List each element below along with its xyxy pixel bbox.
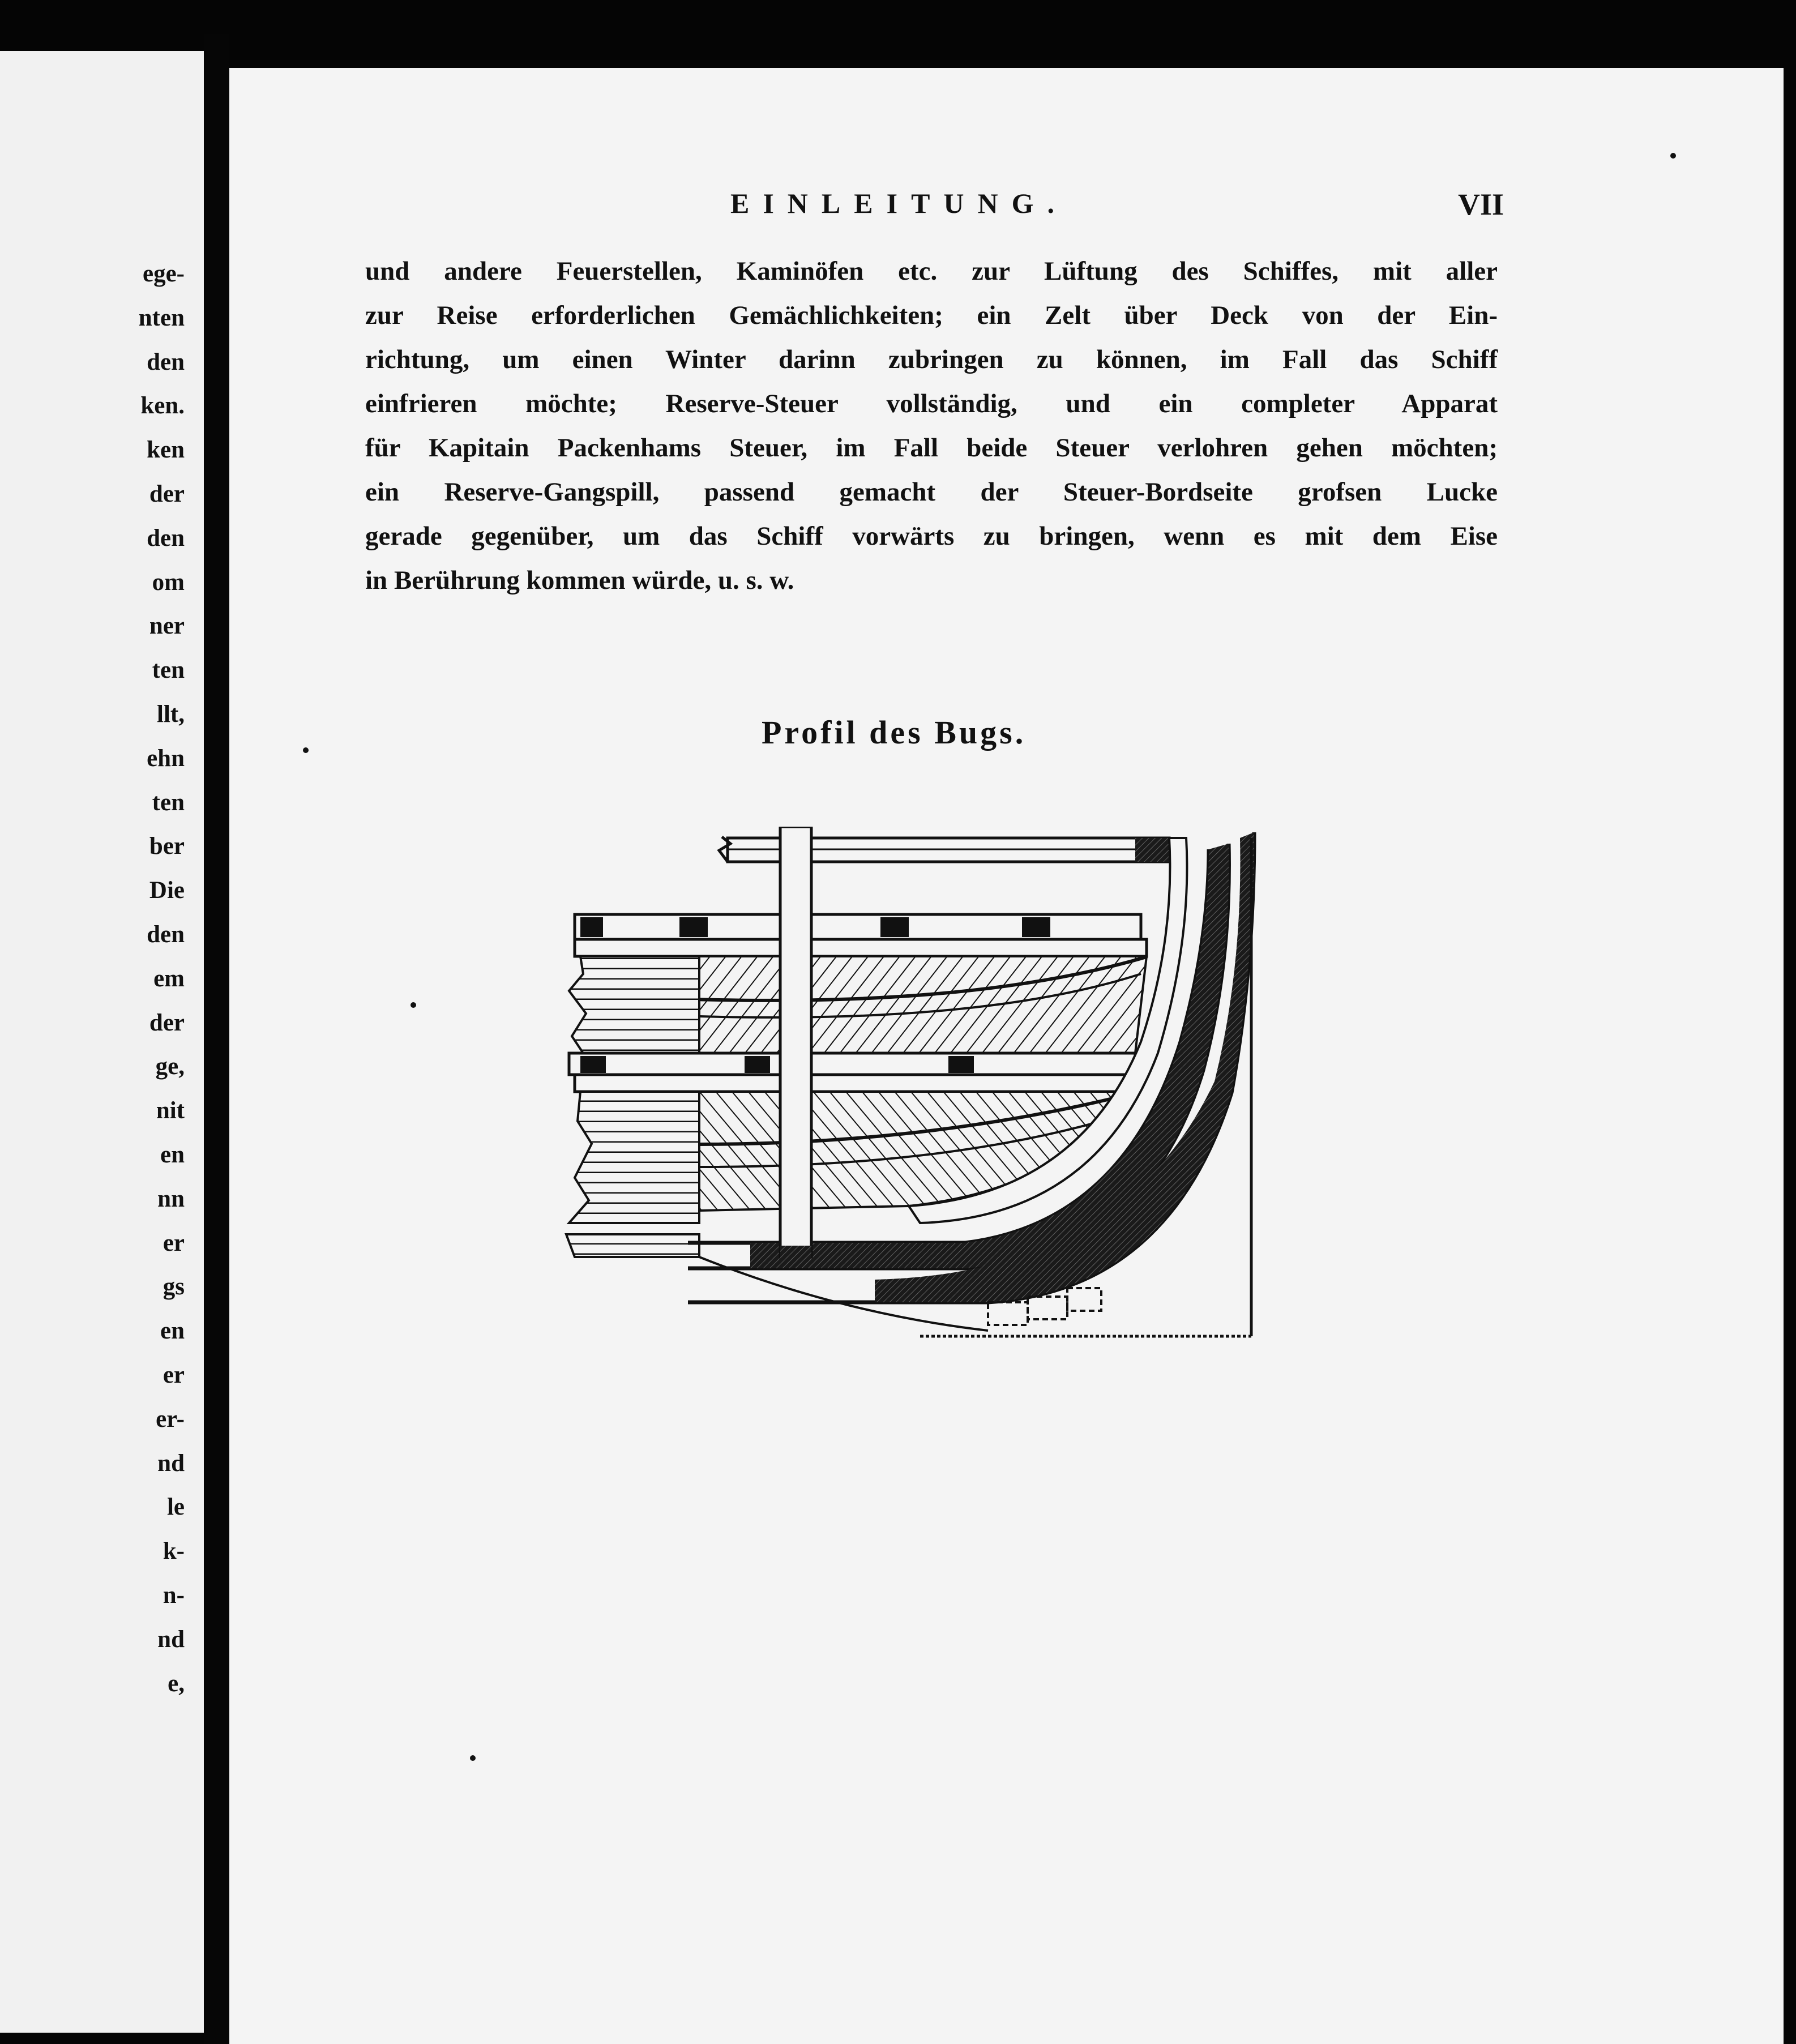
previous-page-line-fragment: gs [163,1273,185,1301]
text-line: richtung, um einen Winter darinn zubringen zu können, im Fall das Schiff [365,345,1498,374]
ink-speck [303,747,309,753]
text-line: für Kapitain Packenhams Steuer, im Fall beide Steuer verlohren gehen möchten; [365,433,1498,463]
previous-page-line-fragment: ge, [155,1053,185,1080]
ink-speck [470,1755,476,1761]
previous-page-line-fragment: er [163,1361,185,1388]
vertical-post [780,827,811,1268]
running-header [229,187,1784,232]
previous-page-line-fragment: ber [149,833,185,860]
lower-deck [569,1053,1135,1092]
previous-page-line-fragment: llt, [157,700,185,728]
previous-page-line-fragment: er [163,1229,185,1256]
previous-page-line-fragment: nit [156,1097,185,1124]
book-spine [204,34,229,2044]
previous-page-line-fragment: nd [157,1626,185,1653]
previous-page-line-fragment: Die [149,877,185,904]
previous-page-line-fragment: ten [152,789,185,816]
previous-page-line-fragment: ken. [140,392,185,420]
text-line: und andere Feuerstellen, Kaminöfen etc. zur Lüftung des Schiffes, mit aller [365,256,1498,286]
previous-page-line-fragment: ege- [143,260,185,287]
previous-page-line-fragment: ken [147,437,185,464]
body-text [365,249,1498,602]
previous-page-line-fragment: nd [157,1449,185,1477]
ink-speck [410,1002,416,1008]
previous-page [0,51,204,2033]
previous-page-line-fragment: ehn [147,745,185,772]
previous-page-line-fragment: e, [168,1670,185,1697]
text-line: in Berührung kommen würde, u. s. w. [365,566,794,595]
text-line: gerade gegenüber, um das Schiff vorwärts zu bringen, wenn es mit dem Eise [365,521,1498,551]
running-header-title: EINLEITUNG. [730,187,1068,219]
text-line: ein Reserve-Gangspill, passend gemacht der Steuer-Bordseite grofsen Lucke [365,477,1498,507]
page [229,68,1784,2044]
text-line: zur Reise erforderlichen Gemächlichkeiten; ein Zelt über Deck von der Ein- [365,301,1498,330]
previous-page-line-fragment: er- [156,1405,185,1432]
previous-page-line-fragment: den [147,921,185,948]
previous-page-line-fragment: der [149,480,185,507]
previous-page-text [139,252,185,1705]
previous-page-line-fragment: nten [138,304,185,331]
middle-deck [575,914,1147,956]
previous-page-line-fragment: den [147,348,185,375]
text-line: einfrieren möchte; Reserve-Steuer vollständig, und ein completer Apparat [365,389,1498,418]
previous-page-line-fragment: le [166,1494,185,1521]
previous-page-line-fragment: ten [152,657,185,684]
previous-page-line-fragment: em [153,965,185,992]
previous-page-line-fragment: den [147,524,185,551]
previous-page-line-fragment: n- [163,1581,185,1609]
previous-page-line-fragment: k- [163,1538,185,1565]
page-number: VII [1458,187,1504,221]
ship-bow-profile-illustration [558,827,1294,1393]
previous-page-line-fragment: der [149,1009,185,1036]
figure-caption: Profil des Bugs. [762,714,1027,751]
previous-page-line-fragment: en [160,1141,185,1168]
previous-page-line-fragment: en [160,1318,185,1345]
previous-page-line-fragment: om [152,568,185,596]
ink-speck [1670,153,1676,159]
previous-page-line-fragment: nn [157,1185,185,1212]
previous-page-line-fragment: ner [149,613,185,640]
